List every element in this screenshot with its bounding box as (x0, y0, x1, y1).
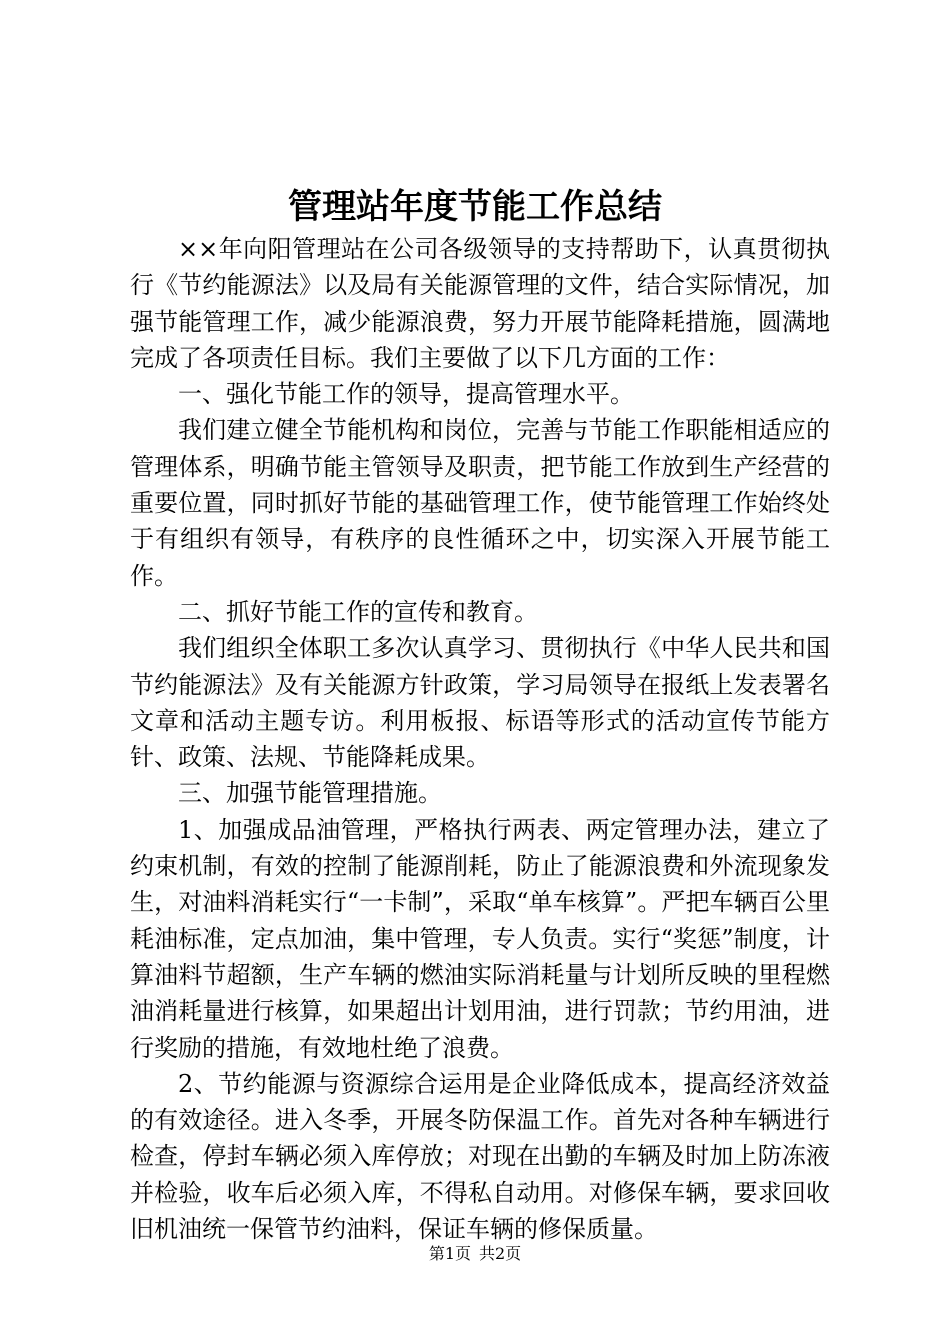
heading-section-1: 一、强化节能工作的领导，提高管理水平。 (178, 380, 634, 409)
page-footer (0, 1244, 950, 1264)
paragraph-item-2: 2、节约能源与资源综合运用是企业降低成本，提高经济效益的有效途径。进入冬季，开展冬防保温工作。首先对各种车辆进行检查，停封车辆必须入库停放；对现在出勤的车辆及时加上防冻液并检验，收车后必须入库，不得私自动用。对修保车辆，要求回收旧机油统一保管节约油料，保证车辆的修保质量。 (130, 1069, 830, 1244)
paragraph-item-1: 1、加强成品油管理，严格执行两表、两定管理办法，建立了约束机制，有效的控制了能源削耗，防止了能源浪费和外流现象发生，对油料消耗实行“一卡制”，采取“单车核算”。严把车辆百公里耗油标准，定点加油，集中管理，专人负责。实行“奖惩”制度，计算油料节超额，生产车辆的燃油实际消耗量与计划所反映的里程燃油消耗量进行核算，如果超出计划用油，进行罚款；节约用油，进行奖励的措施，有效地杜绝了浪费。 (130, 815, 830, 1062)
document-body (130, 231, 830, 1247)
paragraph-intro: ××年向阳管理站在公司各级领导的支持帮助下，认真贯彻执行《节约能源法》以及局有关能源管理的文件，结合实际情况，加强节能管理工作，减少能源浪费，努力开展节能降耗措施，圆满地完成了各项责任目标。我们主要做了以下几方面的工作： (130, 235, 830, 372)
heading-section-3: 三、加强节能管理措施。 (178, 779, 442, 808)
paragraph-section-2: 我们组织全体职工多次认真学习、贯彻执行《中华人民共和国节约能源法》及有关能源方针政策，学习局领导在报纸上发表署名文章和活动主题专访。利用板报、标语等形式的活动宣传节能方针、政策、法规、节能降耗成果。 (130, 634, 830, 772)
heading-section-2: 二、抓好节能工作的宣传和教育。 (178, 597, 538, 626)
paragraph-section-1: 我们建立健全节能机构和岗位，完善与节能工作职能相适应的管理体系，明确节能主管领导及职责，把节能工作放到生产经营的重要位置，同时抓好节能的基础管理工作，使节能管理工作始终处于有组织有领导，有秩序的良性循环之中，切实深入开展节能工作。 (130, 416, 830, 590)
document-title: 管理站年度节能工作总结 (288, 187, 662, 227)
page-number: 第1页 (428, 1244, 471, 1263)
page-total: 共2页 (479, 1244, 522, 1263)
